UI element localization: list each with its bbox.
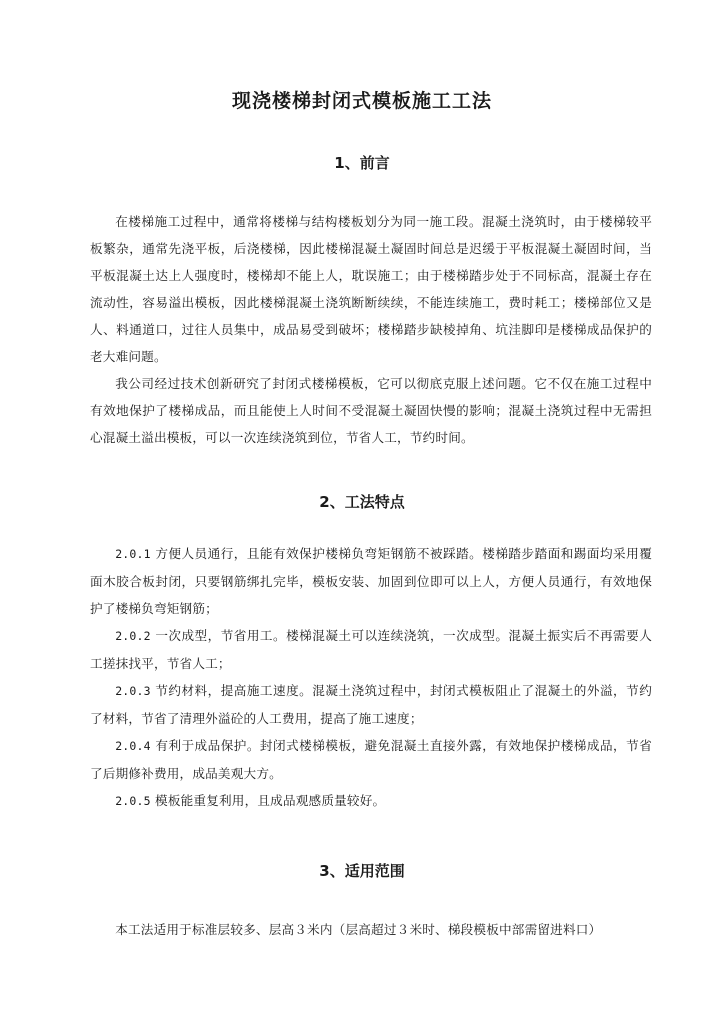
feature-item bbox=[90, 677, 652, 732]
feature-item bbox=[90, 732, 652, 787]
item-text: 一次成型，节省用工。楼梯混凝土可以连续浇筑，一次成型。混凝土振实后不再需要人工搓抹找平，节省人工； bbox=[90, 628, 652, 671]
section-body-scope bbox=[90, 916, 652, 943]
item-number: 2.0.2 bbox=[115, 629, 151, 643]
paragraph: 本工法适用于标准层较多、层高３米内（层高超过３米时、梯段模板中部需留进料口） bbox=[115, 922, 602, 937]
section-heading-preface: 1、前言 bbox=[334, 154, 390, 172]
item-text: 方便人员通行，且能有效保护楼梯负弯矩钢筋不被踩踏。楼梯踏步踏面和踢面均采用覆面木胶合板封闭，只要钢筋绑扎完毕，模板安装、加固到位即可以上人，方便人员通行，有效地保护了楼梯负弯矩钢筋； bbox=[90, 546, 652, 616]
feature-item bbox=[90, 787, 652, 815]
feature-item bbox=[90, 540, 652, 622]
item-number: 2.0.5 bbox=[115, 794, 151, 808]
item-number: 2.0.1 bbox=[115, 547, 151, 561]
item-text: 模板能重复利用，且成品观感质量较好。 bbox=[155, 793, 386, 808]
document-title: 现浇楼梯封闭式模板施工工法 bbox=[231, 90, 492, 112]
item-number: 2.0.4 bbox=[115, 739, 151, 753]
paragraph: 我公司经过技术创新研究了封闭式楼梯模板，它可以彻底克服上述问题。它不仅在施工过程中有效地保护了楼梯成品，而且能使上人时间不受混凝土凝固快慢的影响；混凝土浇筑过程中无需担心混凝土溢出模板，可以一次连续浇筑到位，节省人工，节约时间。 bbox=[90, 376, 652, 445]
section-heading-scope: 3、适用范围 bbox=[319, 862, 405, 880]
feature-item bbox=[90, 622, 652, 677]
item-number: 2.0.3 bbox=[115, 684, 151, 698]
paragraph: 在楼梯施工过程中，通常将楼梯与结构楼板划分为同一施工段。混凝土浇筑时，由于楼梯较平板繁杂，通常先浇平板，后浇楼梯，因此楼梯混凝土凝固时间总是迟缓于平板混凝土凝固时间，当平板混凝土达上人强度时，楼梯却不能上人，耽误施工；由于楼梯踏步处于不同标高，混凝土存在流动性，容易溢出模板，因此楼梯混凝土浇筑断断续续，不能连续施工，费时耗工；楼梯部位又是人、料通道口，过往人员集中，成品易受到破坏；楼梯踏步缺棱掉角、坑洼脚印是楼梯成品保护的老大难问题。 bbox=[90, 214, 652, 364]
section-body-features bbox=[90, 540, 652, 815]
item-text: 有利于成品保护。封闭式楼梯模板，避免混凝土直接外露，有效地保护楼梯成品，节省了后期修补费用，成品美观大方。 bbox=[90, 738, 652, 781]
item-text: 节约材料，提高施工速度。混凝土浇筑过程中，封闭式模板阻止了混凝土的外溢，节约了材料，节省了清理外溢砼的人工费用，提高了施工速度； bbox=[90, 683, 652, 726]
section-heading-features: 2、工法特点 bbox=[319, 493, 405, 511]
section-body-preface bbox=[90, 208, 652, 451]
